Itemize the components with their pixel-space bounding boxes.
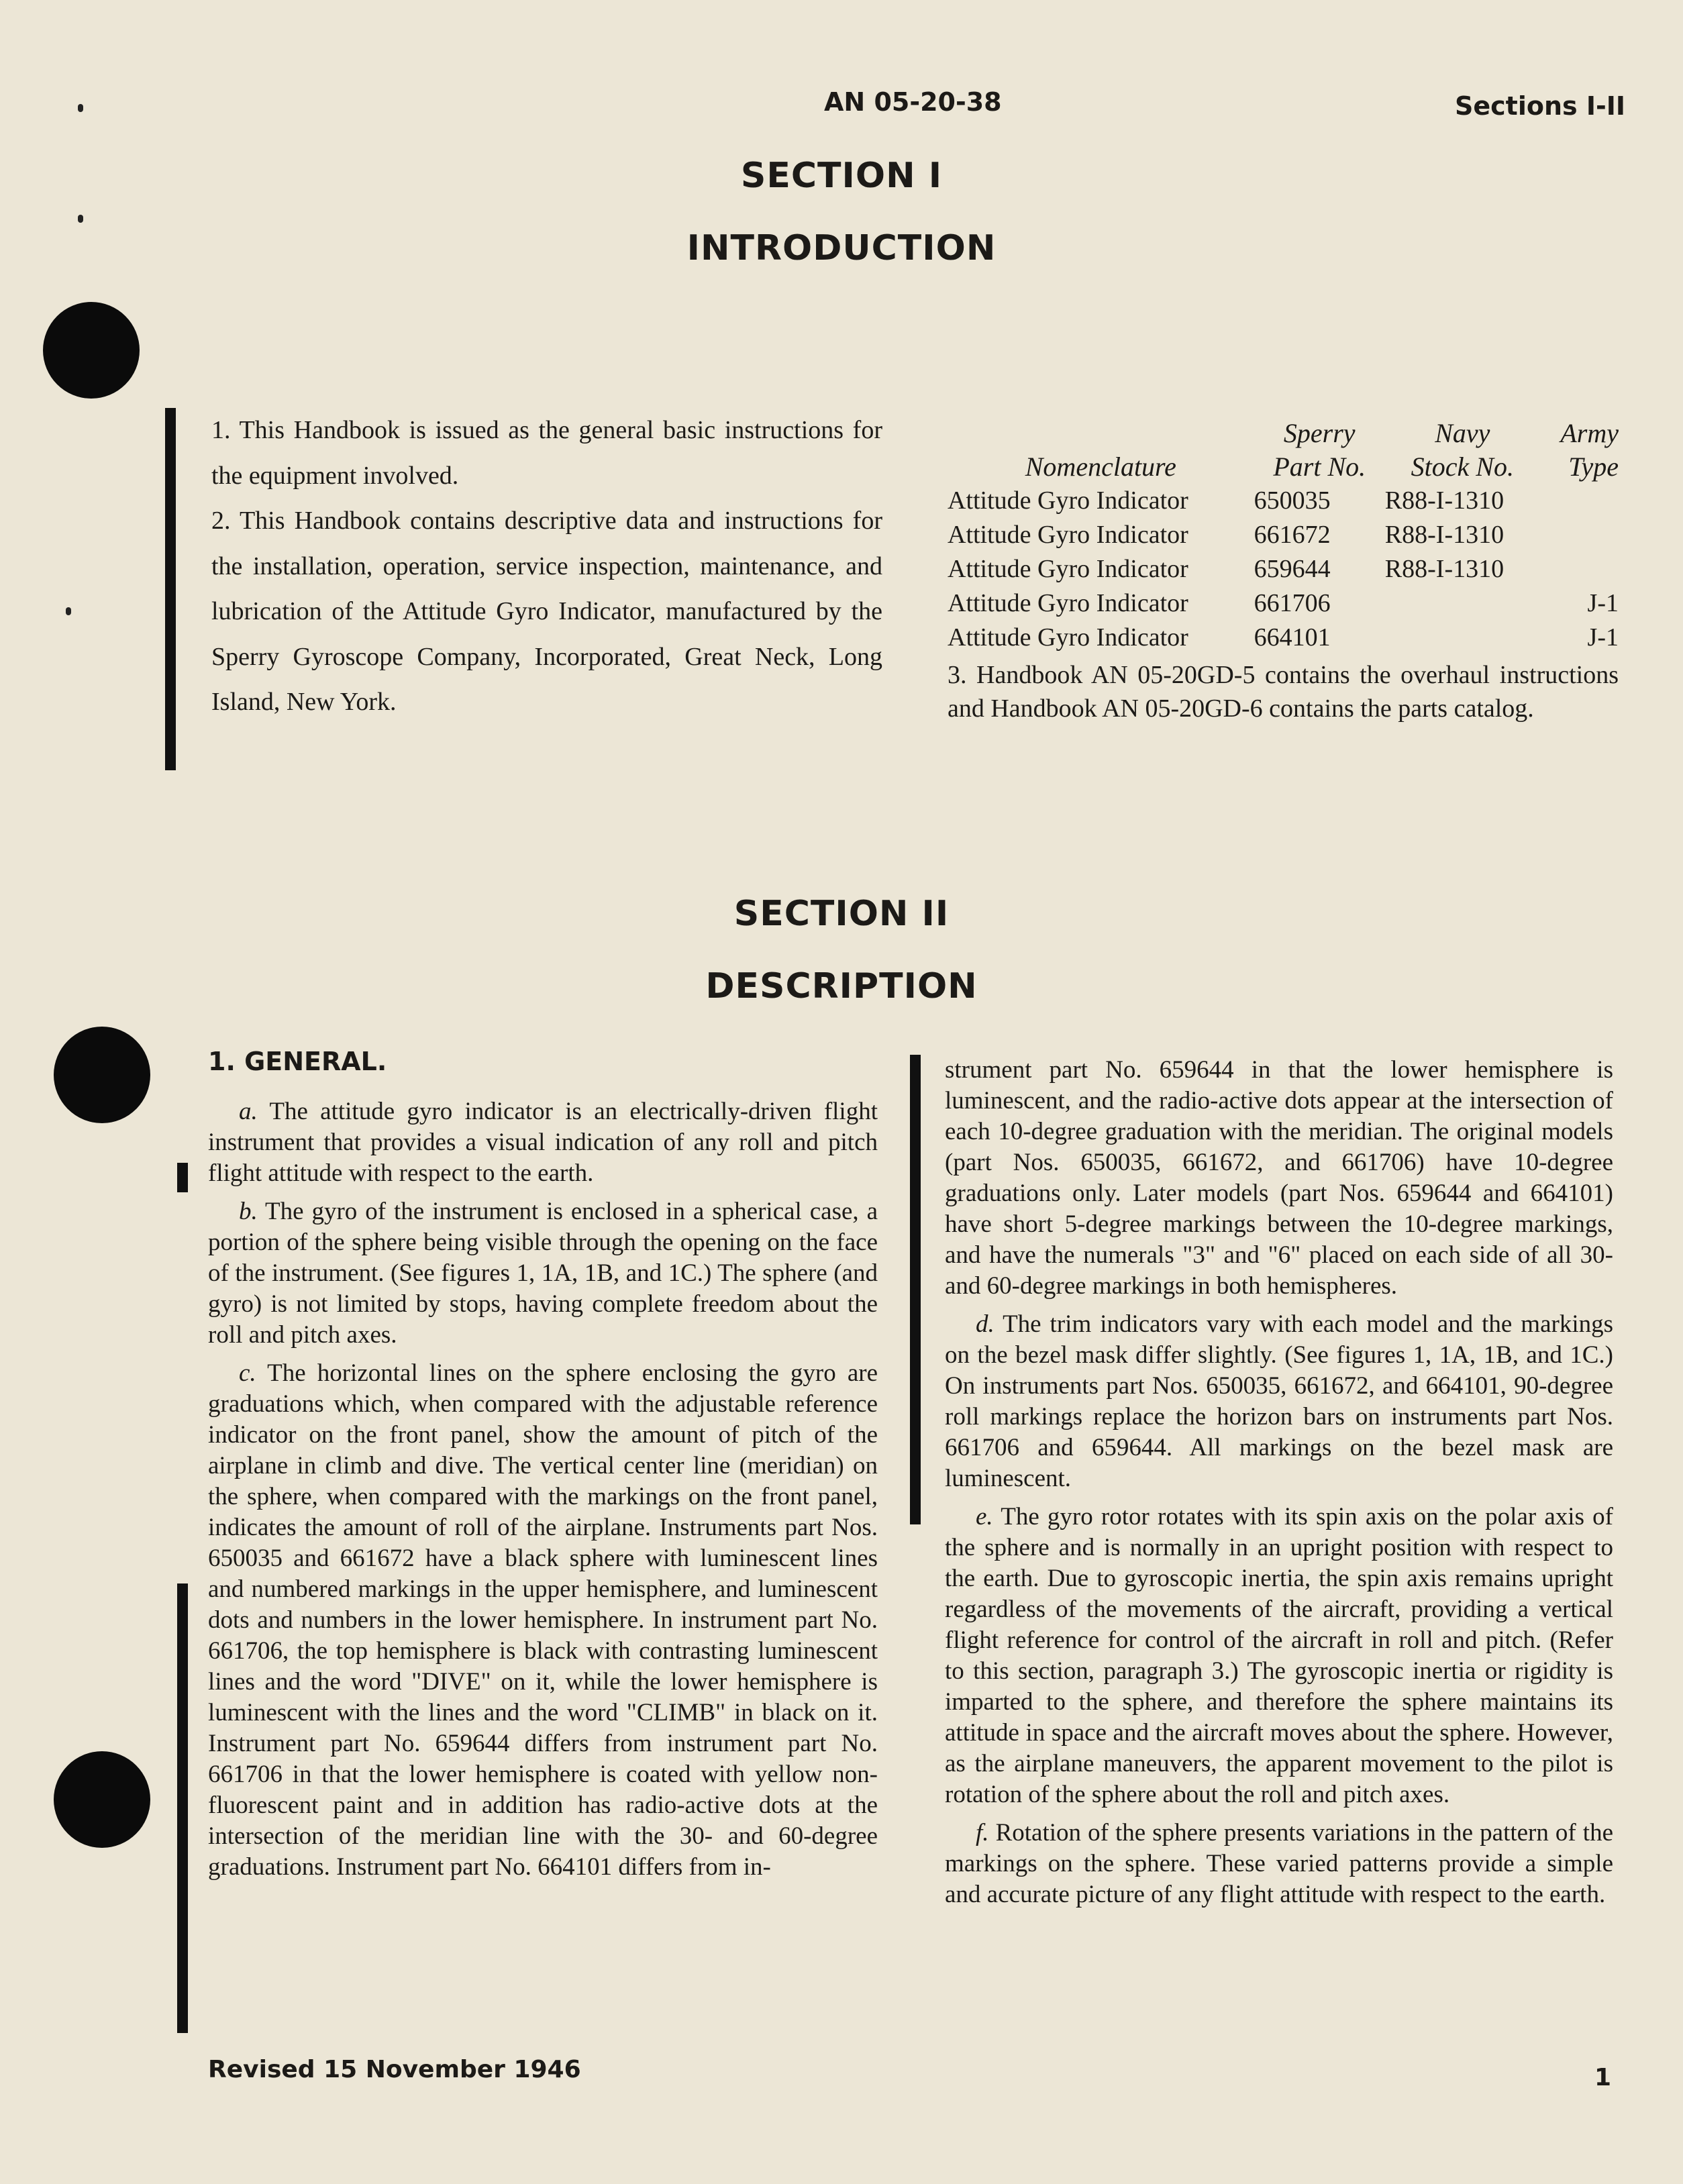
table-header-cell: Stock No. bbox=[1411, 451, 1514, 482]
table-header-cell: Army bbox=[1560, 417, 1619, 448]
table-header-cell: Sperry bbox=[1283, 417, 1356, 448]
table-cell bbox=[1385, 620, 1540, 654]
paragraph-text: The attitude gyro indicator is an electrically-driven flight instrument that provides a visual indication of any roll and pitch flight attitude with respect to the earth. bbox=[208, 1098, 878, 1187]
table-cell: R88-I-1310 bbox=[1384, 520, 1504, 549]
paragraph-e bbox=[945, 1502, 1613, 1810]
paragraph-label: f. bbox=[976, 1819, 989, 1847]
intro-paragraph-3: 3. Handbook AN 05-20GD-5 contains the overhaul instructions and Handbook AN 05-20GD-6 contains the parts catalog. bbox=[948, 661, 1619, 723]
binder-hole-1 bbox=[43, 302, 140, 399]
table-cell: 650035 bbox=[1254, 486, 1331, 515]
paragraph-text: The gyro rotor rotates with its spin axis on the polar axis of the sphere and is normally in an upright position with respect to the earth. Due to gyroscopic inertia, the spin axis remains upright regardless of the movements of the aircraft, providing a vertical flight reference for control of the aircraft in roll and pitch. (Refer to this section, paragraph 3.) The gyroscopic inertia or rigidity is imparted to the sphere, and therefore the sphere maintains its attitude in space and the aircraft moves about the sphere. However, as the airplane maneuvers, the apparent movement to the pilot is rotation of the sphere about the roll and pitch axes. bbox=[945, 1503, 1613, 1808]
table-header-row-2 bbox=[948, 450, 1619, 483]
paragraph-label: d. bbox=[976, 1310, 994, 1338]
binder-hole-2 bbox=[54, 1027, 150, 1123]
table-row bbox=[948, 483, 1619, 517]
paragraph-label: b. bbox=[239, 1198, 258, 1225]
sections-label: Sections I-II bbox=[1455, 91, 1626, 121]
intro-paragraph-1: 1. This Handbook is issued as the general basic instructions for the equipment involved. bbox=[211, 416, 882, 490]
table-cell: R88-I-1310 bbox=[1384, 554, 1504, 583]
intro-right-column bbox=[948, 416, 1619, 725]
paragraph-f bbox=[945, 1818, 1613, 1910]
table-header-cell: Nomenclature bbox=[1025, 451, 1176, 482]
description-right-column bbox=[945, 1055, 1613, 1918]
table-header-cell: Type bbox=[1568, 451, 1619, 482]
paragraph-text: Rotation of the sphere presents variations in the pattern of the markings on the sphere. These varied patterns provide a simple and accurate picture of any flight attitude with respect to the earth. bbox=[945, 1819, 1613, 1908]
revision-bar bbox=[910, 1055, 921, 1524]
margin-mark bbox=[66, 607, 71, 615]
table-header-row-1 bbox=[948, 416, 1619, 450]
intro-paragraph-2: 2. This Handbook contains descriptive data and instructions for the installation, operation, service inspection, maintenance, and lubrication of the Attitude Gyro Indicator, manufactured by the Sperry Gyroscope Company, Incorporated, Great Neck, Long Island, New York. bbox=[211, 507, 882, 716]
general-heading: 1. GENERAL. bbox=[208, 1047, 387, 1076]
nomenclature-table bbox=[948, 416, 1619, 654]
revision-bar bbox=[177, 1583, 188, 2033]
table-cell bbox=[1540, 517, 1619, 552]
paragraph-text: The horizontal lines on the sphere enclosing the gyro are graduations which, when compared with the adjustable reference indicator on the front panel, show the amount of pitch of the airplane in climb and dive. The vertical center line (meridian) on the sphere, when compared with the markings on the front panel, indicates the amount of roll of the airplane. Instruments part Nos. 650035 and 661672 have a black sphere with luminescent lines and numbered markings in the upper hemisphere, and luminescent dots and numbers in the lower hemisphere. In instrument part No. 661706, the top hemisphere is black with contrasting luminescent lines and the word "DIVE" on it, while the lower hemisphere is luminescent with the lines and the word "CLIMB" in black on it. Instrument part No. 659644 differs from instrument part No. 661706 in that the lower hemisphere is coated with yellow non-fluorescent paint and in addition has radio-active dots at the intersection of the meridian line with the 30- and 60-degree graduations. Instrument part No. 664101 differs from in- bbox=[208, 1359, 878, 1881]
table-cell: R88-I-1310 bbox=[1384, 486, 1504, 515]
table-cell: J-1 bbox=[1587, 588, 1619, 617]
section-1-title: SECTION I bbox=[740, 156, 943, 196]
paragraph-label: c. bbox=[239, 1359, 256, 1387]
table-row bbox=[948, 586, 1619, 620]
paragraph-c bbox=[208, 1358, 878, 1883]
table-cell: 659644 bbox=[1254, 554, 1331, 583]
table-header-cell bbox=[948, 416, 1254, 450]
binder-hole-3 bbox=[54, 1751, 150, 1848]
table-cell bbox=[1540, 483, 1619, 517]
table-header-cell: Navy bbox=[1435, 417, 1490, 448]
table-row bbox=[948, 620, 1619, 654]
paragraph-label: a. bbox=[239, 1098, 258, 1125]
table-cell: 661706 bbox=[1254, 588, 1331, 617]
section-2-title: SECTION II bbox=[733, 894, 950, 934]
table-cell: Attitude Gyro Indicator bbox=[948, 486, 1188, 515]
table-cell: Attitude Gyro Indicator bbox=[948, 554, 1188, 583]
paragraph-c-continued: strument part No. 659644 in that the lower hemisphere is luminescent, and the radio-active dots appear at the intersection of each 10-degree graduation with the meridian. The original models (part Nos. 650035, 661672, and 661706) have 10-degree graduations only. Later models (part Nos. 659644 and 664101) have short 5-degree markings between the 10-degree markings, and have the numerals "3" and "6" placed on each side of all 30- and 60-degree markings in both hemispheres. bbox=[945, 1056, 1613, 1300]
paragraph-d bbox=[945, 1309, 1613, 1494]
description-left-column bbox=[208, 1096, 878, 1890]
margin-mark bbox=[78, 215, 83, 223]
table-row bbox=[948, 517, 1619, 552]
table-cell bbox=[1385, 586, 1540, 620]
table-cell: 664101 bbox=[1254, 623, 1331, 652]
table-cell: Attitude Gyro Indicator bbox=[948, 520, 1188, 549]
doc-number: AN 05-20-38 bbox=[824, 87, 1002, 117]
table-header-cell: Part No. bbox=[1273, 451, 1366, 482]
paragraph-b bbox=[208, 1196, 878, 1351]
paragraph-text: The trim indicators vary with each model and the markings on the bezel mask differ slightly. (See figures 1, 1A, 1B, and 1C.) On instruments part Nos. 650035, 661672, and 664101, 90-degree roll markings replace the horizon bars on instruments part Nos. 661706 and 659644. All markings on the bezel mask are luminescent. bbox=[945, 1310, 1613, 1492]
table-cell: Attitude Gyro Indicator bbox=[948, 623, 1188, 652]
paragraph-text: The gyro of the instrument is enclosed in a spherical case, a portion of the sphere being visible through the opening on the face of the instrument. (See figures 1, 1A, 1B, and 1C.) The sphere (and gyro) is not limited by stops, having complete freedom about the roll and pitch axes. bbox=[208, 1198, 878, 1349]
table-row bbox=[948, 552, 1619, 586]
table-cell: J-1 bbox=[1587, 623, 1619, 652]
table-cell bbox=[1540, 552, 1619, 586]
margin-mark bbox=[78, 104, 83, 112]
table-cell: Attitude Gyro Indicator bbox=[948, 588, 1188, 617]
section-1-subtitle: INTRODUCTION bbox=[686, 228, 997, 268]
paragraph-label: e. bbox=[976, 1503, 993, 1530]
page-number: 1 bbox=[1594, 2064, 1612, 2091]
table-cell: 661672 bbox=[1254, 520, 1331, 549]
paragraph-a bbox=[208, 1096, 878, 1189]
revision-bar bbox=[177, 1163, 188, 1192]
revised-date: Revised 15 November 1946 bbox=[208, 2056, 581, 2083]
revision-bar bbox=[165, 408, 176, 770]
intro-left-column bbox=[211, 408, 882, 725]
section-2-subtitle: DESCRIPTION bbox=[705, 966, 978, 1006]
